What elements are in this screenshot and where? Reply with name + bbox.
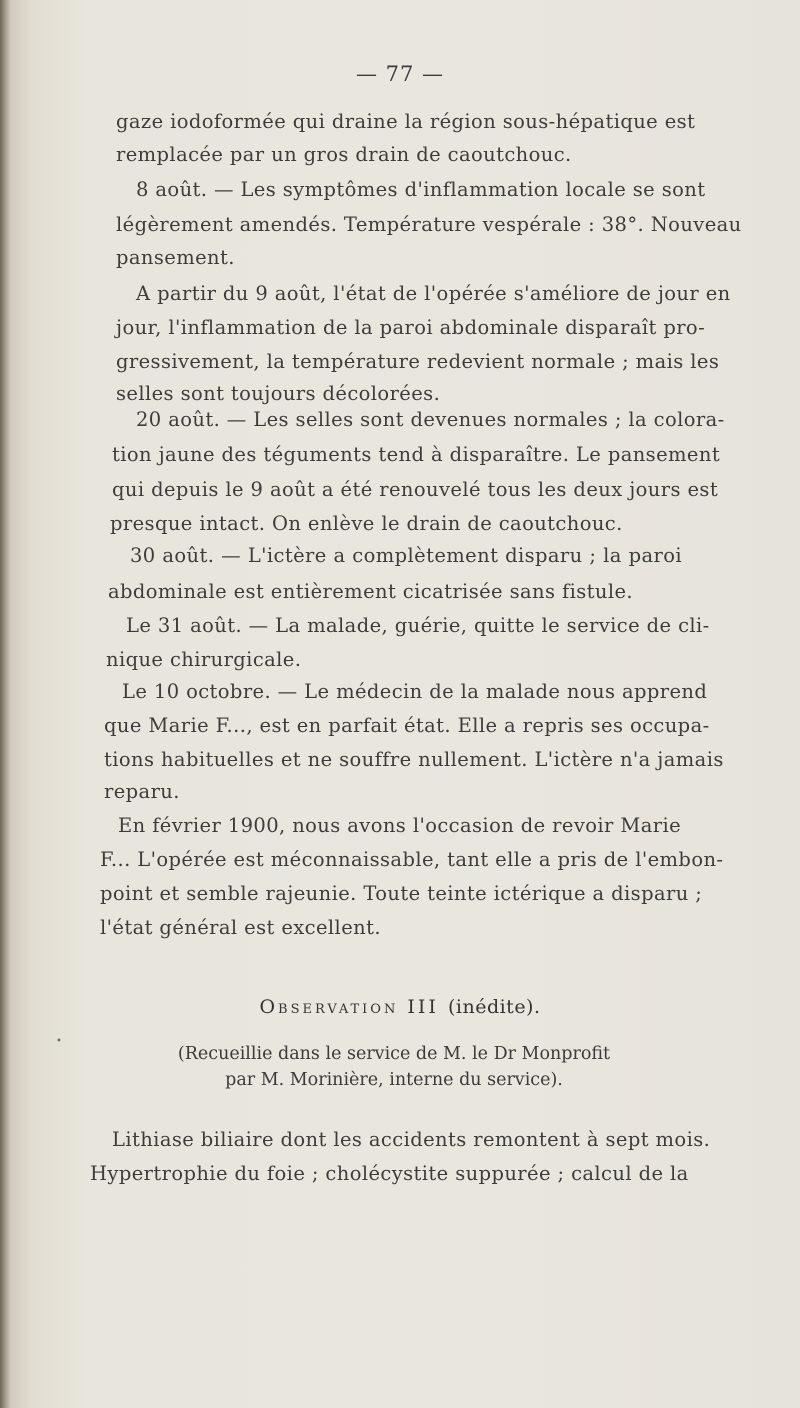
text-line: F... L'opérée est méconnaissable, tant elle a pris de l'embon- (100, 848, 724, 871)
text-line: que Marie F..., est en parfait état. Elle a repris ses occupa- (104, 714, 710, 737)
book-binding-edge (0, 0, 10, 1408)
observation-note: (inédite). (447, 996, 541, 1018)
text-line: 20 août. — Les selles sont devenues normales ; la colora- (136, 408, 725, 431)
text-line: remplacée par un gros drain de caoutchouc. (116, 143, 572, 166)
text-line: nique chirurgicale. (106, 648, 302, 671)
text-line: 30 août. — L'ictère a complètement disparu ; la paroi (130, 544, 682, 567)
text-line: gaze iodoformée qui draine la région sous-hépatique est (116, 110, 696, 133)
source-line: (Recueillie dans le service de M. le Dr Monprofit (177, 1044, 611, 1064)
observation-number: III (407, 996, 439, 1018)
page-number: — 77 — (355, 62, 445, 86)
text-line: Le 10 octobre. — Le médecin de la malade nous apprend (122, 680, 708, 703)
text-line: légèrement amendés. Température vespérale : 38°. Nouveau (116, 213, 742, 236)
text-line: jour, l'inflammation de la paroi abdominale disparaît pro- (116, 316, 706, 339)
observation-title: Observation (259, 996, 399, 1018)
text-line: A partir du 9 août, l'état de l'opérée s'améliore de jour en (136, 282, 731, 305)
text-line: 8 août. — Les symptômes d'inflammation locale se sont (136, 178, 706, 201)
text-line: gressivement, la température redevient normale ; mais les (116, 350, 720, 373)
text-line: En février 1900, nous avons l'occasion de revoir Marie (118, 814, 682, 837)
text-line: reparu. (104, 780, 180, 803)
observation-heading (0, 996, 800, 1018)
text-line: point et semble rajeunie. Toute teinte ictérique a disparu ; (100, 882, 703, 905)
text-line: Hypertrophie du foie ; cholécystite suppurée ; calcul de la (90, 1162, 689, 1185)
text-line: Lithiase biliaire dont les accidents remontent à sept mois. (112, 1128, 711, 1151)
text-line: selles sont toujours décolorées. (116, 382, 441, 405)
text-line: Le 31 août. — La malade, guérie, quitte le service de cli- (126, 614, 710, 637)
text-line: tions habituelles et ne souffre nullement. L'ictère n'a jamais (104, 748, 724, 771)
text-line: l'état général est excellent. (100, 916, 381, 939)
text-line: presque intact. On enlève le drain de caoutchouc. (110, 512, 623, 535)
text-line: pansement. (116, 246, 235, 269)
document-page (10, 0, 800, 1408)
text-line: tion jaune des téguments tend à disparaître. Le pansement (112, 443, 721, 466)
text-line: qui depuis le 9 août a été renouvelé tous les deux jours est (112, 478, 719, 501)
text-line: abdominale est entièrement cicatrisée sans fistule. (108, 580, 634, 603)
margin-dot: • (56, 1036, 62, 1047)
source-line: par M. Morinière, interne du service). (225, 1070, 563, 1090)
